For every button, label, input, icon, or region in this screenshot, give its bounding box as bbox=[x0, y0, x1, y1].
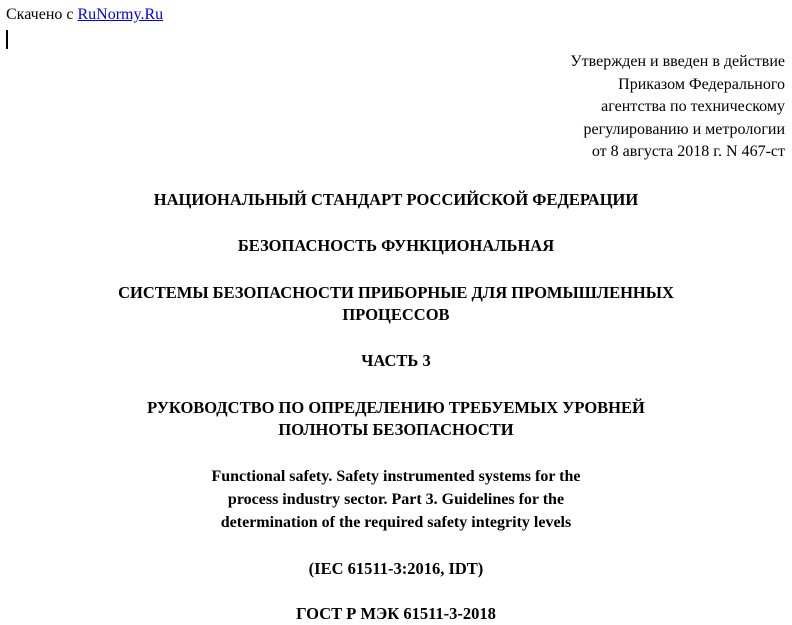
approval-line: от 8 августа 2018 г. N 467-ст bbox=[591, 143, 785, 160]
text-cursor bbox=[6, 30, 8, 49]
iec-reference: (IEC 61511-3:2016, IDT) bbox=[308, 559, 484, 578]
part-heading: ЧАСТЬ 3 bbox=[361, 351, 431, 370]
downloaded-from-note bbox=[6, 5, 163, 25]
systems-heading-line: ПРОЦЕССОВ bbox=[342, 305, 450, 324]
approval-line: Приказом Федерального bbox=[618, 75, 785, 93]
runormy-link[interactable]: RuNormy.Ru bbox=[77, 6, 164, 23]
approval-line: агентства по техническому bbox=[601, 98, 785, 115]
gost-number: ГОСТ Р МЭК 61511-3-2018 bbox=[296, 604, 496, 623]
subject-heading: БЕЗОПАСНОСТЬ ФУНКЦИОНАЛЬНАЯ bbox=[237, 236, 555, 255]
national-standard-heading: НАЦИОНАЛЬНЫЙ СТАНДАРТ РОССИЙСКОЙ ФЕДЕРАЦИИ bbox=[153, 190, 639, 209]
guide-heading bbox=[0, 397, 792, 441]
guide-heading-line: ПОЛНОТЫ БЕЗОПАСНОСТИ bbox=[278, 420, 514, 439]
downloaded-prefix: Скачено с bbox=[6, 6, 78, 23]
english-title-line: Functional safety. Safety instrumented systems for the bbox=[211, 468, 581, 485]
english-title bbox=[0, 465, 792, 534]
approval-line: регулированию и метрологии bbox=[583, 120, 785, 138]
approval-block bbox=[570, 51, 785, 164]
systems-heading bbox=[0, 282, 792, 326]
english-title-line: determination of the required safety integrity levels bbox=[220, 514, 572, 531]
guide-heading-line: РУКОВОДСТВО ПО ОПРЕДЕЛЕНИЮ ТРЕБУЕМЫХ УРОВНЕЙ bbox=[147, 398, 645, 417]
systems-heading-line: СИСТЕМЫ БЕЗОПАСНОСТИ ПРИБОРНЫЕ ДЛЯ ПРОМЫШЛЕННЫХ bbox=[118, 283, 674, 302]
english-title-line: process industry sector. Part 3. Guidelines for the bbox=[227, 491, 565, 508]
approval-line: Утвержден и введен в действие bbox=[570, 53, 785, 70]
